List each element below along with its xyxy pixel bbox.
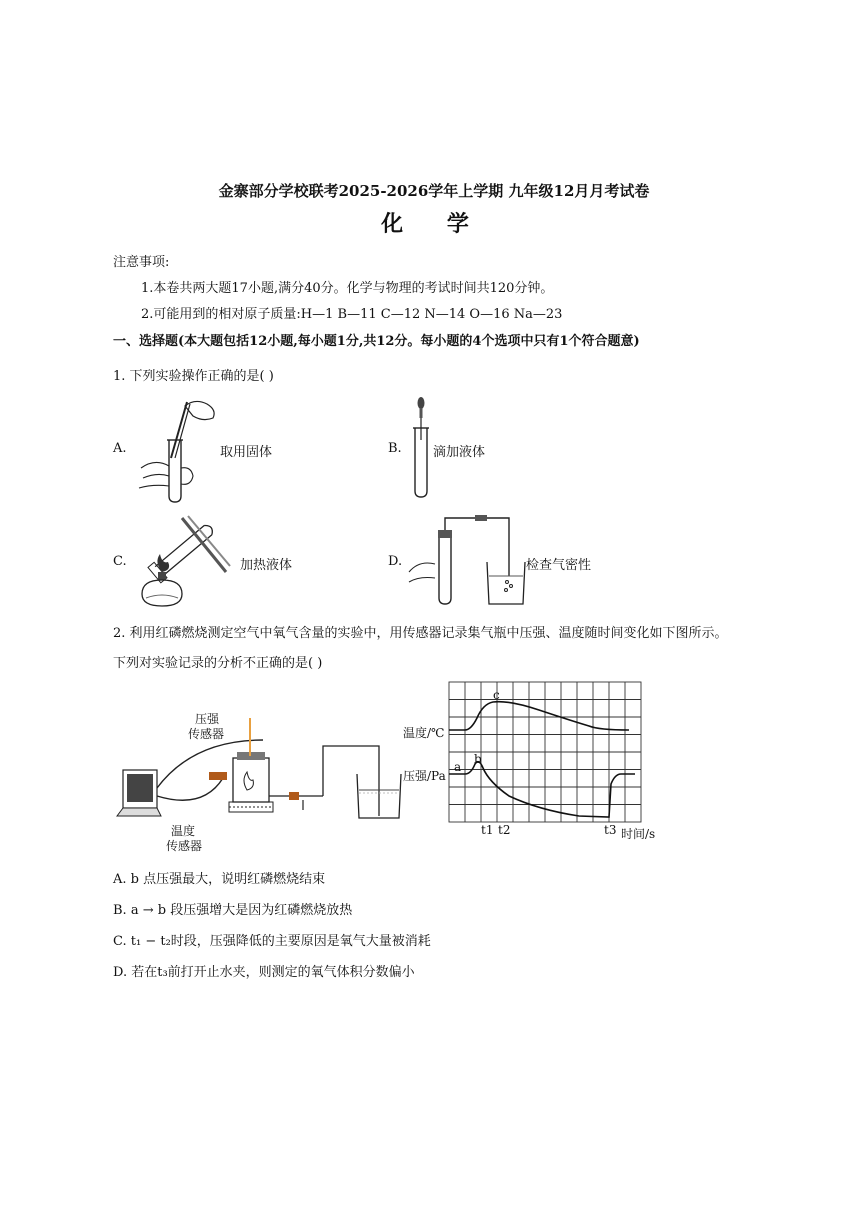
- q1-option-b-figure: [405, 396, 435, 501]
- q2-option-c: [113, 930, 431, 949]
- graph-temp-label: 温度/℃: [403, 726, 445, 740]
- q1-option-a-caption: 取用固体: [220, 445, 273, 460]
- q1-option-a-letter: A.: [113, 441, 127, 456]
- q1-option-c-caption: 加热液体: [240, 558, 293, 573]
- q2-option-a-text: b 点压强最大，说明红磷燃烧结束: [130, 872, 326, 887]
- q1-option-d-caption: 检查气密性: [526, 558, 592, 573]
- graph-point-a: a: [454, 760, 462, 774]
- q2-option-b-letter: B.: [113, 903, 127, 918]
- q2-option-c-text: t₁ − t₂时段，压强降低的主要原因是氧气大量被消耗: [130, 934, 431, 949]
- section-heading: 一、选择题(本大题包括12小题,每小题1分,共12分。每小题的4个选项中只有1个符合题意): [113, 334, 640, 349]
- notice-heading: 注意事项:: [113, 255, 170, 270]
- graph-point-b: b: [474, 752, 482, 766]
- q1-option-a-figure: [135, 396, 220, 504]
- graph-t1-label: t1: [481, 823, 494, 837]
- q1-option-c-letter: C.: [113, 554, 127, 569]
- graph-pressure-label: 压强/Pa: [403, 769, 446, 783]
- notice-line-1: 1.本卷共两大题17小题,满分40分。化学与物理的考试时间共120分钟。: [141, 281, 554, 296]
- temperature-sensor-label-1: 温度: [171, 824, 196, 838]
- q2-option-d-text: 若在t₃前打开止水夹，则测定的氧气体积分数偏小: [131, 965, 415, 980]
- q2-option-b: [113, 899, 352, 918]
- q2-stem-line-1: 2. 利用红磷燃烧测定空气中氧气含量的实验中，用传感器记录集气瓶中压强、温度随时间变化如下图所示。: [113, 626, 728, 641]
- graph-t2-label: t2: [498, 823, 511, 837]
- q2-option-c-letter: C.: [113, 934, 127, 949]
- q2-apparatus-figure: [113, 700, 403, 870]
- q2-stem-line-2: 下列对实验记录的分析不正确的是( ): [113, 656, 323, 671]
- pressure-sensor-label-2: 传感器: [188, 727, 225, 741]
- q1-option-d-figure: [405, 512, 525, 610]
- q2-option-a-letter: A.: [113, 872, 127, 887]
- q2-option-d-letter: D.: [113, 965, 128, 980]
- temperature-sensor-label-2: 传感器: [166, 839, 203, 853]
- subject-title: 化 学: [381, 211, 487, 237]
- q2-option-d: [113, 961, 415, 980]
- q1-option-b-caption: 滴加液体: [433, 445, 486, 460]
- q1-option-b-letter: B.: [388, 441, 402, 456]
- q1-option-c-figure: [132, 512, 242, 610]
- q1-option-d-letter: D.: [388, 554, 403, 569]
- q2-option-a: [113, 868, 325, 887]
- graph-time-label: 时间/s: [621, 827, 656, 841]
- graph-t3-label: t3: [604, 823, 617, 837]
- pressure-sensor-label-1: 压强: [195, 712, 220, 726]
- q1-stem: 1. 下列实验操作正确的是( ): [113, 369, 274, 384]
- exam-title: 金寨部分学校联考2025-2026学年上学期 九年级12月月考试卷: [218, 182, 650, 200]
- notice-line-2: 2.可能用到的相对原子质量:H—1 B—11 C—12 N—14 O—16 Na—23: [141, 307, 563, 322]
- q2-option-b-text: a → b 段压强增大是因为红磷燃烧放热: [130, 903, 353, 918]
- graph-point-c: c: [493, 688, 500, 702]
